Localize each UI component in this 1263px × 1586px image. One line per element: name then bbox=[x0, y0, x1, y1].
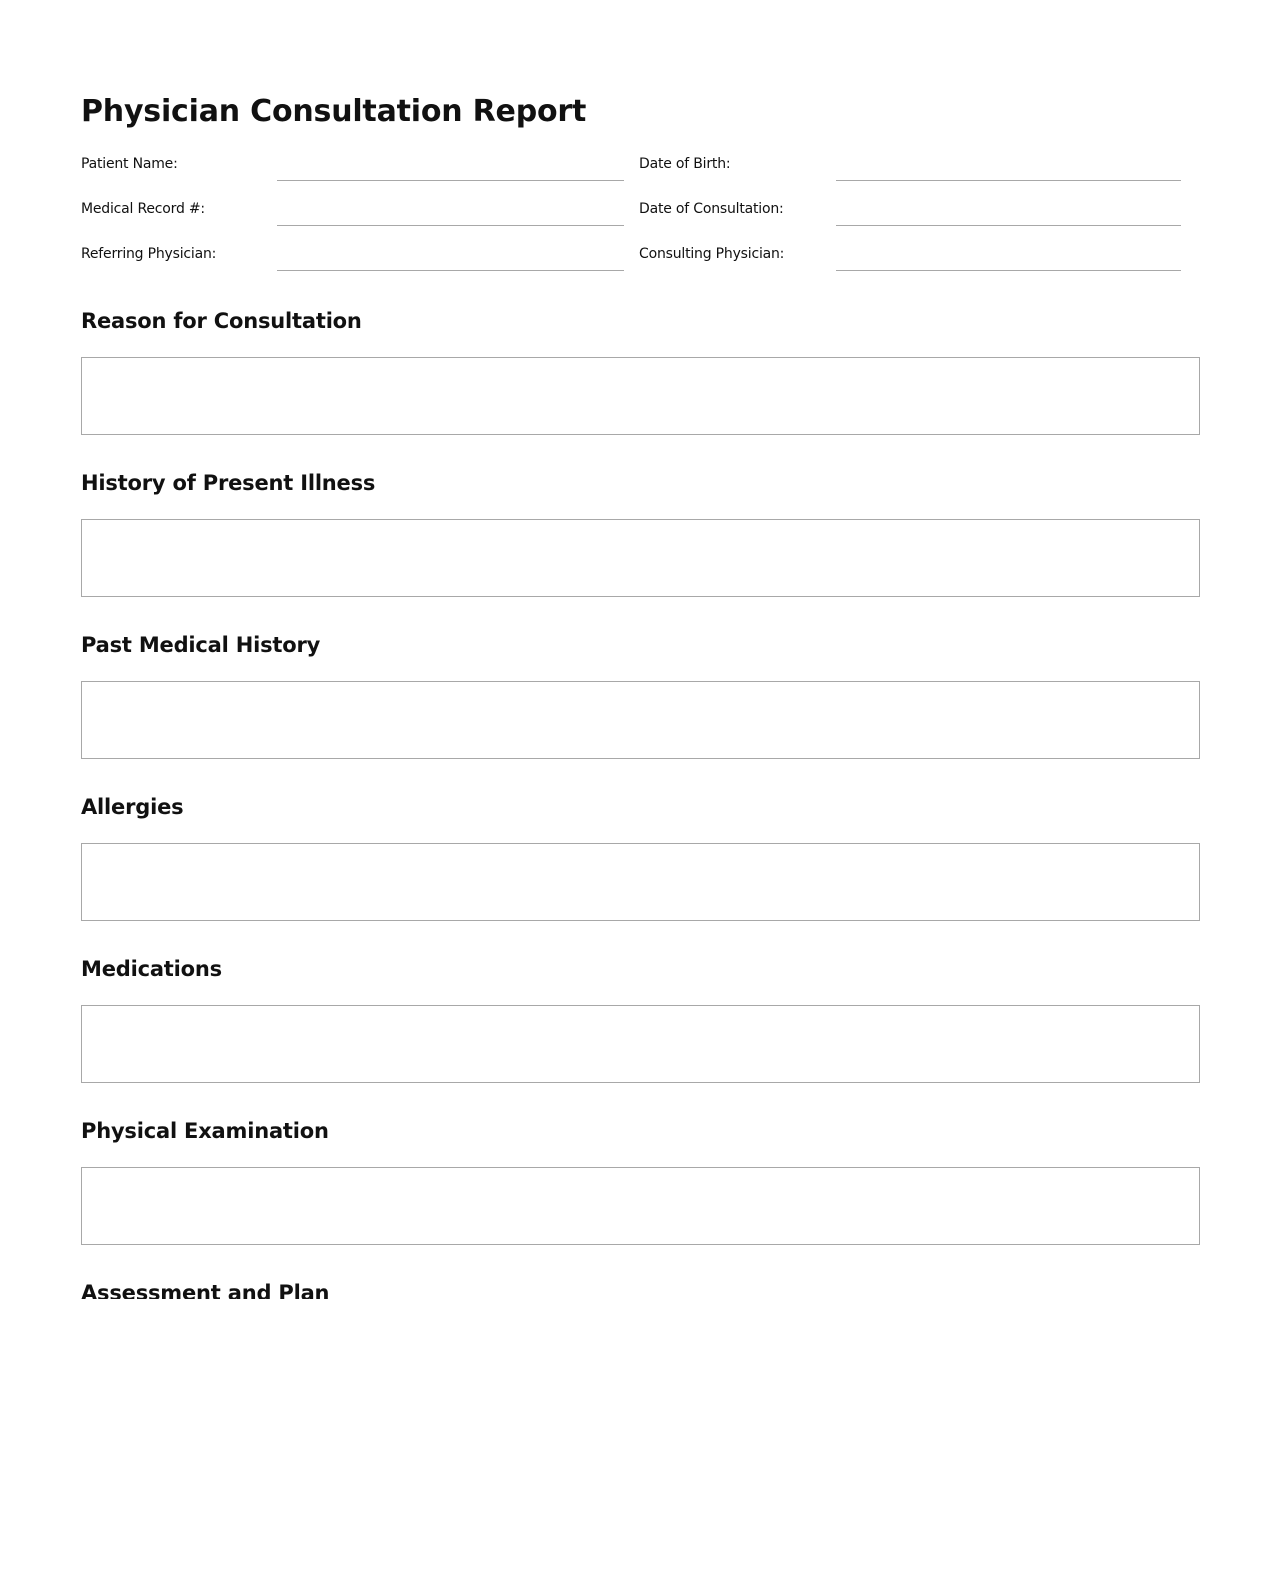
date-of-birth-field[interactable] bbox=[836, 180, 1181, 181]
patient-name-field[interactable] bbox=[277, 180, 624, 181]
info-row-patient-name bbox=[81, 154, 1200, 184]
consulting-physician-field[interactable] bbox=[836, 270, 1181, 271]
referring-physician-field[interactable] bbox=[277, 270, 624, 271]
medications-box[interactable] bbox=[81, 1005, 1200, 1083]
physical-examination-box[interactable] bbox=[81, 1167, 1200, 1245]
section-heading-allergies: Allergies bbox=[81, 795, 184, 819]
section-heading-physical-exam: Physical Examination bbox=[81, 1119, 329, 1143]
section-heading-pmh: Past Medical History bbox=[81, 633, 321, 657]
medical-record-field[interactable] bbox=[277, 225, 624, 226]
info-row-physicians bbox=[81, 244, 1200, 274]
section-heading-assessment-plan: Assessment and Plan bbox=[81, 1281, 330, 1299]
info-row-medical-record bbox=[81, 199, 1200, 229]
date-of-consultation-field[interactable] bbox=[836, 225, 1181, 226]
date-of-consultation-label: Date of Consultation: bbox=[639, 201, 784, 217]
history-of-present-illness-box[interactable] bbox=[81, 519, 1200, 597]
section-heading-reason: Reason for Consultation bbox=[81, 309, 362, 333]
date-of-birth-label: Date of Birth: bbox=[639, 156, 731, 172]
allergies-box[interactable] bbox=[81, 843, 1200, 921]
medical-record-label: Medical Record #: bbox=[81, 201, 205, 217]
past-medical-history-box[interactable] bbox=[81, 681, 1200, 759]
referring-physician-label: Referring Physician: bbox=[81, 246, 217, 262]
consulting-physician-label: Consulting Physician: bbox=[639, 246, 785, 262]
section-heading-hpi: History of Present Illness bbox=[81, 471, 376, 495]
patient-name-label: Patient Name: bbox=[81, 156, 178, 172]
section-heading-medications: Medications bbox=[81, 957, 222, 981]
page-title: Physician Consultation Report bbox=[81, 94, 587, 129]
reason-for-consultation-box[interactable] bbox=[81, 357, 1200, 435]
